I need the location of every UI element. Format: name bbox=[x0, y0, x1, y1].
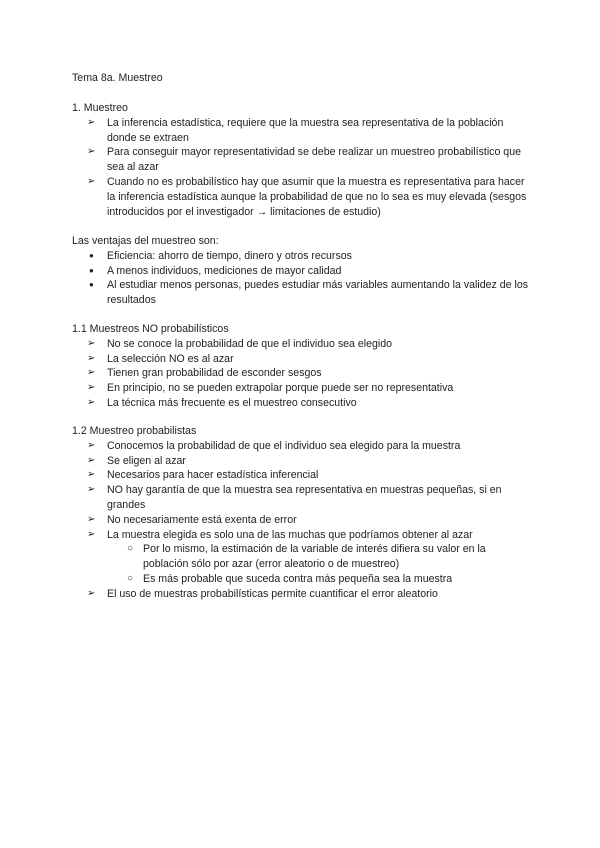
list-item bbox=[72, 587, 532, 602]
list-item-text: Al estudiar menos personas, puedes estudiar más variables aumentando la validez de los resultados bbox=[107, 279, 529, 307]
list-item bbox=[72, 454, 532, 469]
section-list bbox=[72, 116, 532, 220]
list-item-text: Eficiencia: ahorro de tiempo, dinero y otros recursos bbox=[107, 249, 352, 262]
list-item-text: El uso de muestras probabilísticas permite cuantificar el error aleatorio bbox=[107, 587, 438, 600]
section-list bbox=[72, 249, 532, 308]
list-item bbox=[72, 528, 532, 587]
list-item bbox=[72, 175, 532, 219]
section-heading: 1. Muestreo bbox=[72, 102, 128, 114]
arrow-bullet-icon: ➢ bbox=[87, 469, 96, 481]
arrow-bullet-icon: ➢ bbox=[87, 382, 96, 394]
arrow-bullet-icon: ➢ bbox=[87, 352, 96, 364]
list-item bbox=[72, 396, 532, 411]
circle-bullet-icon: ○ bbox=[127, 572, 134, 584]
list-item-text: En principio, no se pueden extrapolar porque puede ser no representativa bbox=[107, 382, 454, 395]
list-item bbox=[72, 337, 532, 352]
arrow-bullet-icon: ➢ bbox=[87, 116, 96, 128]
arrow-bullet-icon: ➢ bbox=[87, 439, 96, 451]
list-item bbox=[72, 116, 532, 146]
list-item bbox=[72, 249, 532, 264]
list-item-text: La técnica más frecuente es el muestreo consecutivo bbox=[107, 396, 357, 409]
list-item-text: No se conoce la probabilidad de que el individuo sea elegido bbox=[107, 337, 393, 350]
dot-bullet-icon: ● bbox=[89, 250, 94, 260]
list-item-text: Para conseguir mayor representatividad se debe realizar un muestreo probabilístico que sea al azar bbox=[107, 146, 521, 174]
list-item bbox=[72, 145, 532, 175]
section-muestreo bbox=[72, 101, 532, 219]
list-item-text: La muestra elegida es solo una de las muchas que podríamos obtener al azar bbox=[107, 528, 473, 541]
sub-list-item bbox=[107, 572, 532, 587]
section-ventajas bbox=[72, 234, 532, 308]
section-heading: Las ventajas del muestreo son: bbox=[72, 235, 219, 247]
list-item-text: NO hay garantía de que la muestra sea representativa en muestras pequeñas, si en grandes bbox=[107, 484, 502, 511]
section-list bbox=[72, 337, 532, 411]
list-item-text: Conocemos la probabilidad de que el individuo sea elegido para la muestra bbox=[107, 439, 461, 452]
document-title: Tema 8a. Muestreo bbox=[72, 72, 163, 84]
arrow-bullet-icon: ➢ bbox=[87, 367, 96, 379]
section-heading: 1.2 Muestreo probabilistas bbox=[72, 425, 197, 437]
arrow-bullet-icon: ➢ bbox=[87, 337, 96, 349]
list-item bbox=[72, 381, 532, 396]
dot-bullet-icon: ● bbox=[89, 280, 94, 290]
list-item-text: Tienen gran probabilidad de esconder sesgos bbox=[107, 367, 322, 380]
list-item-text: La selección NO es al azar bbox=[107, 352, 234, 365]
circle-bullet-icon: ○ bbox=[127, 543, 134, 555]
list-item bbox=[72, 264, 532, 279]
list-item-text: Se eligen al azar bbox=[107, 454, 186, 467]
sub-list bbox=[107, 542, 532, 586]
arrow-bullet-icon: ➢ bbox=[87, 513, 96, 525]
section-list bbox=[72, 439, 532, 602]
section-no-probabilisticos bbox=[72, 322, 532, 411]
sub-list-item-text: Por lo mismo, la estimación de la variable de interés difiera su valor en la población sólo por azar (error aleatorio o de muestreo) bbox=[143, 543, 486, 571]
arrow-bullet-icon: ➢ bbox=[87, 146, 96, 158]
arrow-bullet-icon: ➢ bbox=[87, 454, 96, 466]
list-item bbox=[72, 352, 532, 367]
list-item bbox=[72, 366, 532, 381]
list-item-text: No necesariamente está exenta de error bbox=[107, 513, 297, 526]
section-heading: 1.1 Muestreos NO probabilísticos bbox=[72, 323, 229, 335]
list-item bbox=[72, 513, 532, 528]
list-item bbox=[72, 278, 532, 308]
list-item bbox=[72, 483, 532, 513]
list-item-text: Necesarios para hacer estadística inferencial bbox=[107, 469, 319, 482]
list-item-text: Cuando no es probabilístico hay que asumir que la muestra es representativa para hacer la inferencia estadística aunque la probabilidad de que no lo sea es muy elevada (sesgos introducidos por el investigador → limitaciones de estudio) bbox=[107, 175, 527, 218]
arrow-bullet-icon: ➢ bbox=[87, 484, 96, 496]
arrow-bullet-icon: ➢ bbox=[87, 175, 96, 187]
arrow-bullet-icon: ➢ bbox=[87, 587, 96, 599]
arrow-bullet-icon: ➢ bbox=[87, 396, 96, 408]
arrow-bullet-icon: ➢ bbox=[87, 528, 96, 540]
dot-bullet-icon: ● bbox=[89, 265, 94, 275]
list-item bbox=[72, 439, 532, 454]
list-item-text: A menos individuos, mediciones de mayor calidad bbox=[107, 264, 342, 277]
section-probabilistas bbox=[72, 424, 532, 602]
sub-list-item bbox=[107, 542, 532, 572]
list-item bbox=[72, 468, 532, 483]
sub-list-item-text: Es más probable que suceda contra más pequeña sea la muestra bbox=[143, 572, 453, 585]
list-item-text: La inferencia estadística, requiere que la muestra sea representativa de la población donde se extraen bbox=[107, 116, 504, 144]
